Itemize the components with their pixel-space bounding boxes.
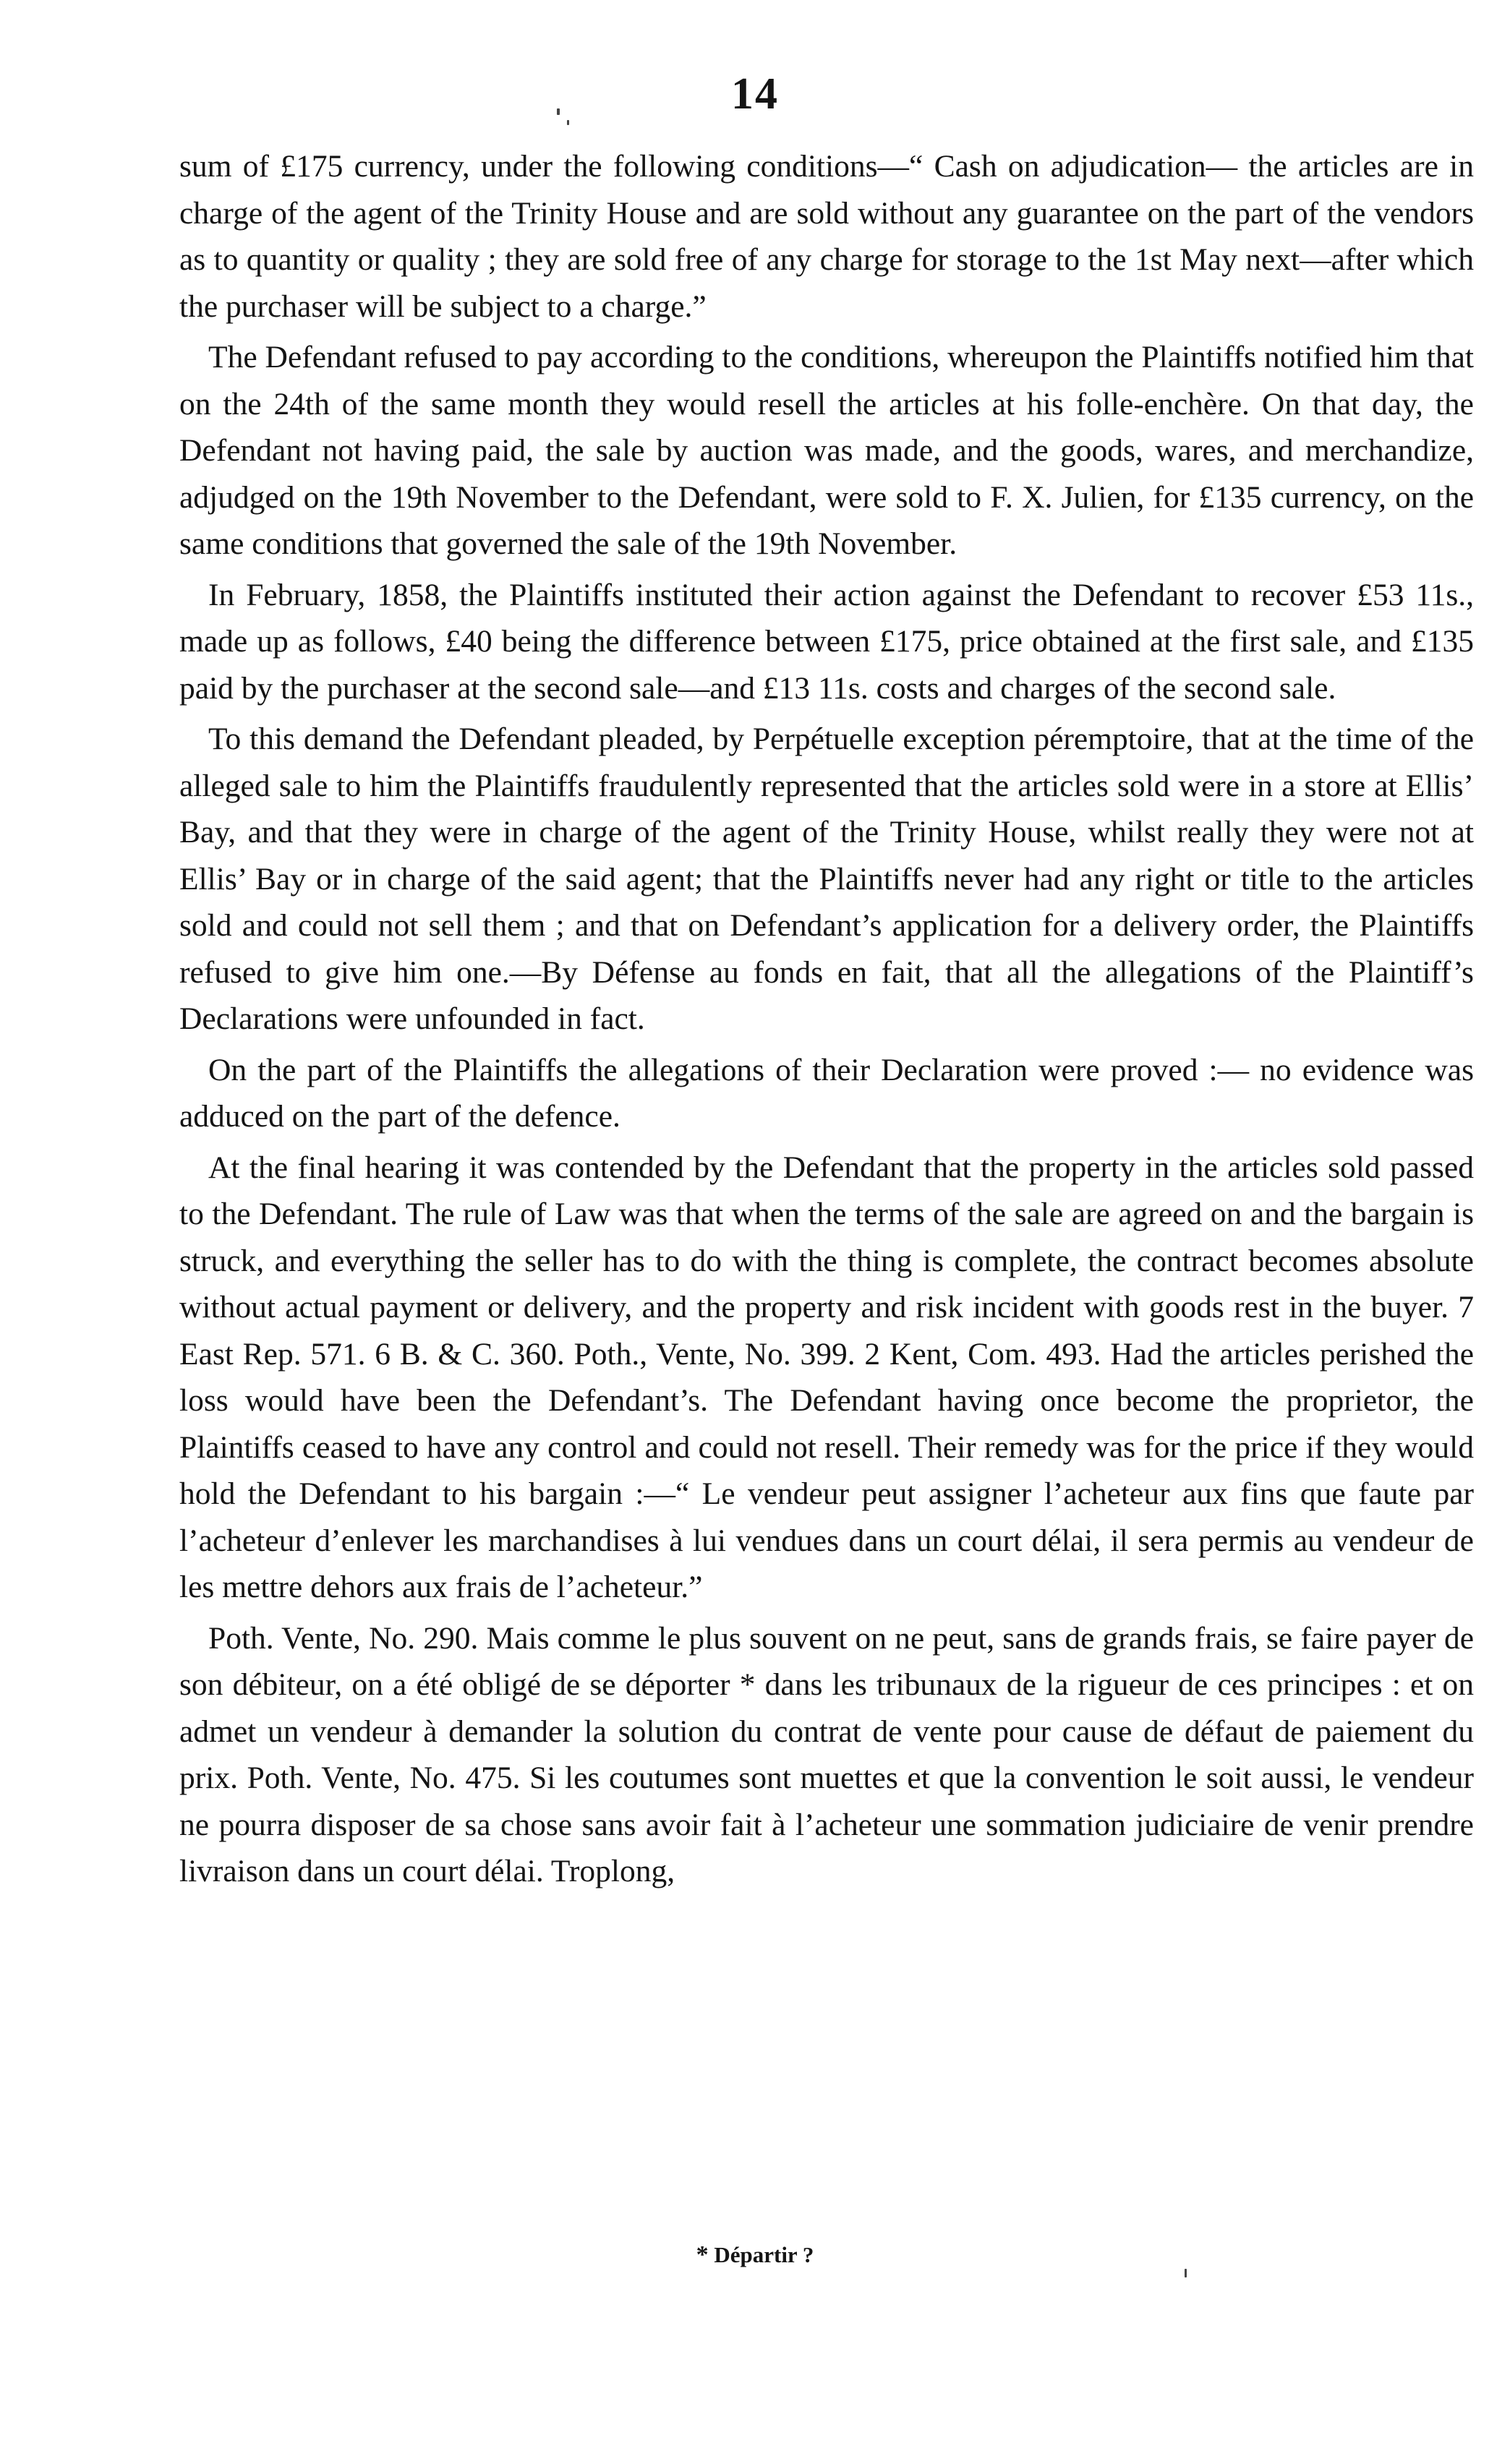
paragraph: The Defendant refused to pay according to the conditions, whereupon the Plaintiffs notified him that on the 24th of the same month they would resell the articles at his folle-enchère. On that day, the Defendant not having paid, the sale by auction was made, and the goods, wares, and merchandize, adjudged on the 19th November to the Defendant, were sold to F. X. Julien, for £135 currency, on the same conditions that governed the sale of the 19th November. [179,340,1474,561]
footnote [0,2241,1510,2269]
footnote-text: Départir ? [714,2242,814,2267]
paragraph: To this demand the Defendant pleaded, by Perpétuelle exception péremptoire, that at the time of the alleged sale to him the Plaintiffs fraudulently represented that the articles sold were in a store at Ellis’ Bay, and that they were in charge of the agent of the Trinity House, whilst really they were not at Ellis’ Bay or in charge of the said agent; that the Plaintiffs never had any right or title to the articles sold and could not sell them ; and that on Defendant’s application for a delivery order, the Plaintiffs refused to give him one.—By Défense au fonds en fait, that all the allegations of the Plaintiff’s Declarations were unfounded in fact. [179,722,1474,1036]
ink-speck [567,120,569,125]
body-text [179,143,1474,1899]
paragraph: Poth. Vente, No. 290. Mais comme le plus souvent on ne peut, sans de grands frais, se faire payer de son débiteur, on a été obligé de se déporter * dans les tribunaux de la rigueur de ces principes : et on admet un vendeur à demander la solution du contrat de vente pour cause de défaut de paiement du prix. Poth. Vente, No. 475. Si les coutumes sont muettes et que la convention le soit aussi, le vendeur ne pourra disposer de sa chose sans avoir fait à l’acheteur une sommation judiciaire de venir prendre livraison dans un court délai. Troplong, [179,1620,1474,1888]
page-number: 14 [731,69,779,119]
paragraph: In February, 1858, the Plaintiffs instituted their action against the Defendant to recover £53 11s., made up as follows, £40 being the difference between £175, price obtained at the first sale, and £135 paid by the purchaser at the second sale—and £13 11s. costs and charges of the second sale. [179,577,1474,706]
ink-speck [557,108,560,115]
paragraph: At the final hearing it was contended by the Defendant that the property in the articles sold passed to the Defendant. The rule of Law was that when the terms of the sale are agreed on and the bargain is struck, and everything the seller has to do with the thing is complete, the contract becomes absolute without actual payment or delivery, and the property and risk incident with goods rest in the buyer. 7 East Rep. 571. 6 B. & C. 360. Poth., Vente, No. 399. 2 Kent, Com. 493. Had the articles perished the loss would have been the Defendant’s. The Defendant having once become the proprietor, the Plaintiffs ceased to have any control and could not resell. Their remedy was for the price if they would hold the Defendant to his bargain :—“ Le vendeur peut assigner l’acheteur aux fins que faute par l’acheteur d’enlever les marchandises à lui vendues dans un court délai, il sera permis au vendeur de les mettre dehors aux frais de l’acheteur.” [179,1150,1474,1604]
paragraph: On the part of the Plaintiffs the allegations of their Declaration were proved :— no evidence was adduced on the part of the defence. [179,1052,1474,1134]
footnote-marker: * [696,2241,709,2268]
paragraph: sum of £175 currency, under the following conditions—“ Cash on adjudication— the articles are in charge of the agent of the Trinity House and are sold without any guarantee on the part of the vendors as to quantity or quality ; they are sold free of any charge for storage to the 1st May next—after which the purchaser will be subject to a charge.” [179,149,1474,324]
ink-speck [1185,2269,1187,2277]
